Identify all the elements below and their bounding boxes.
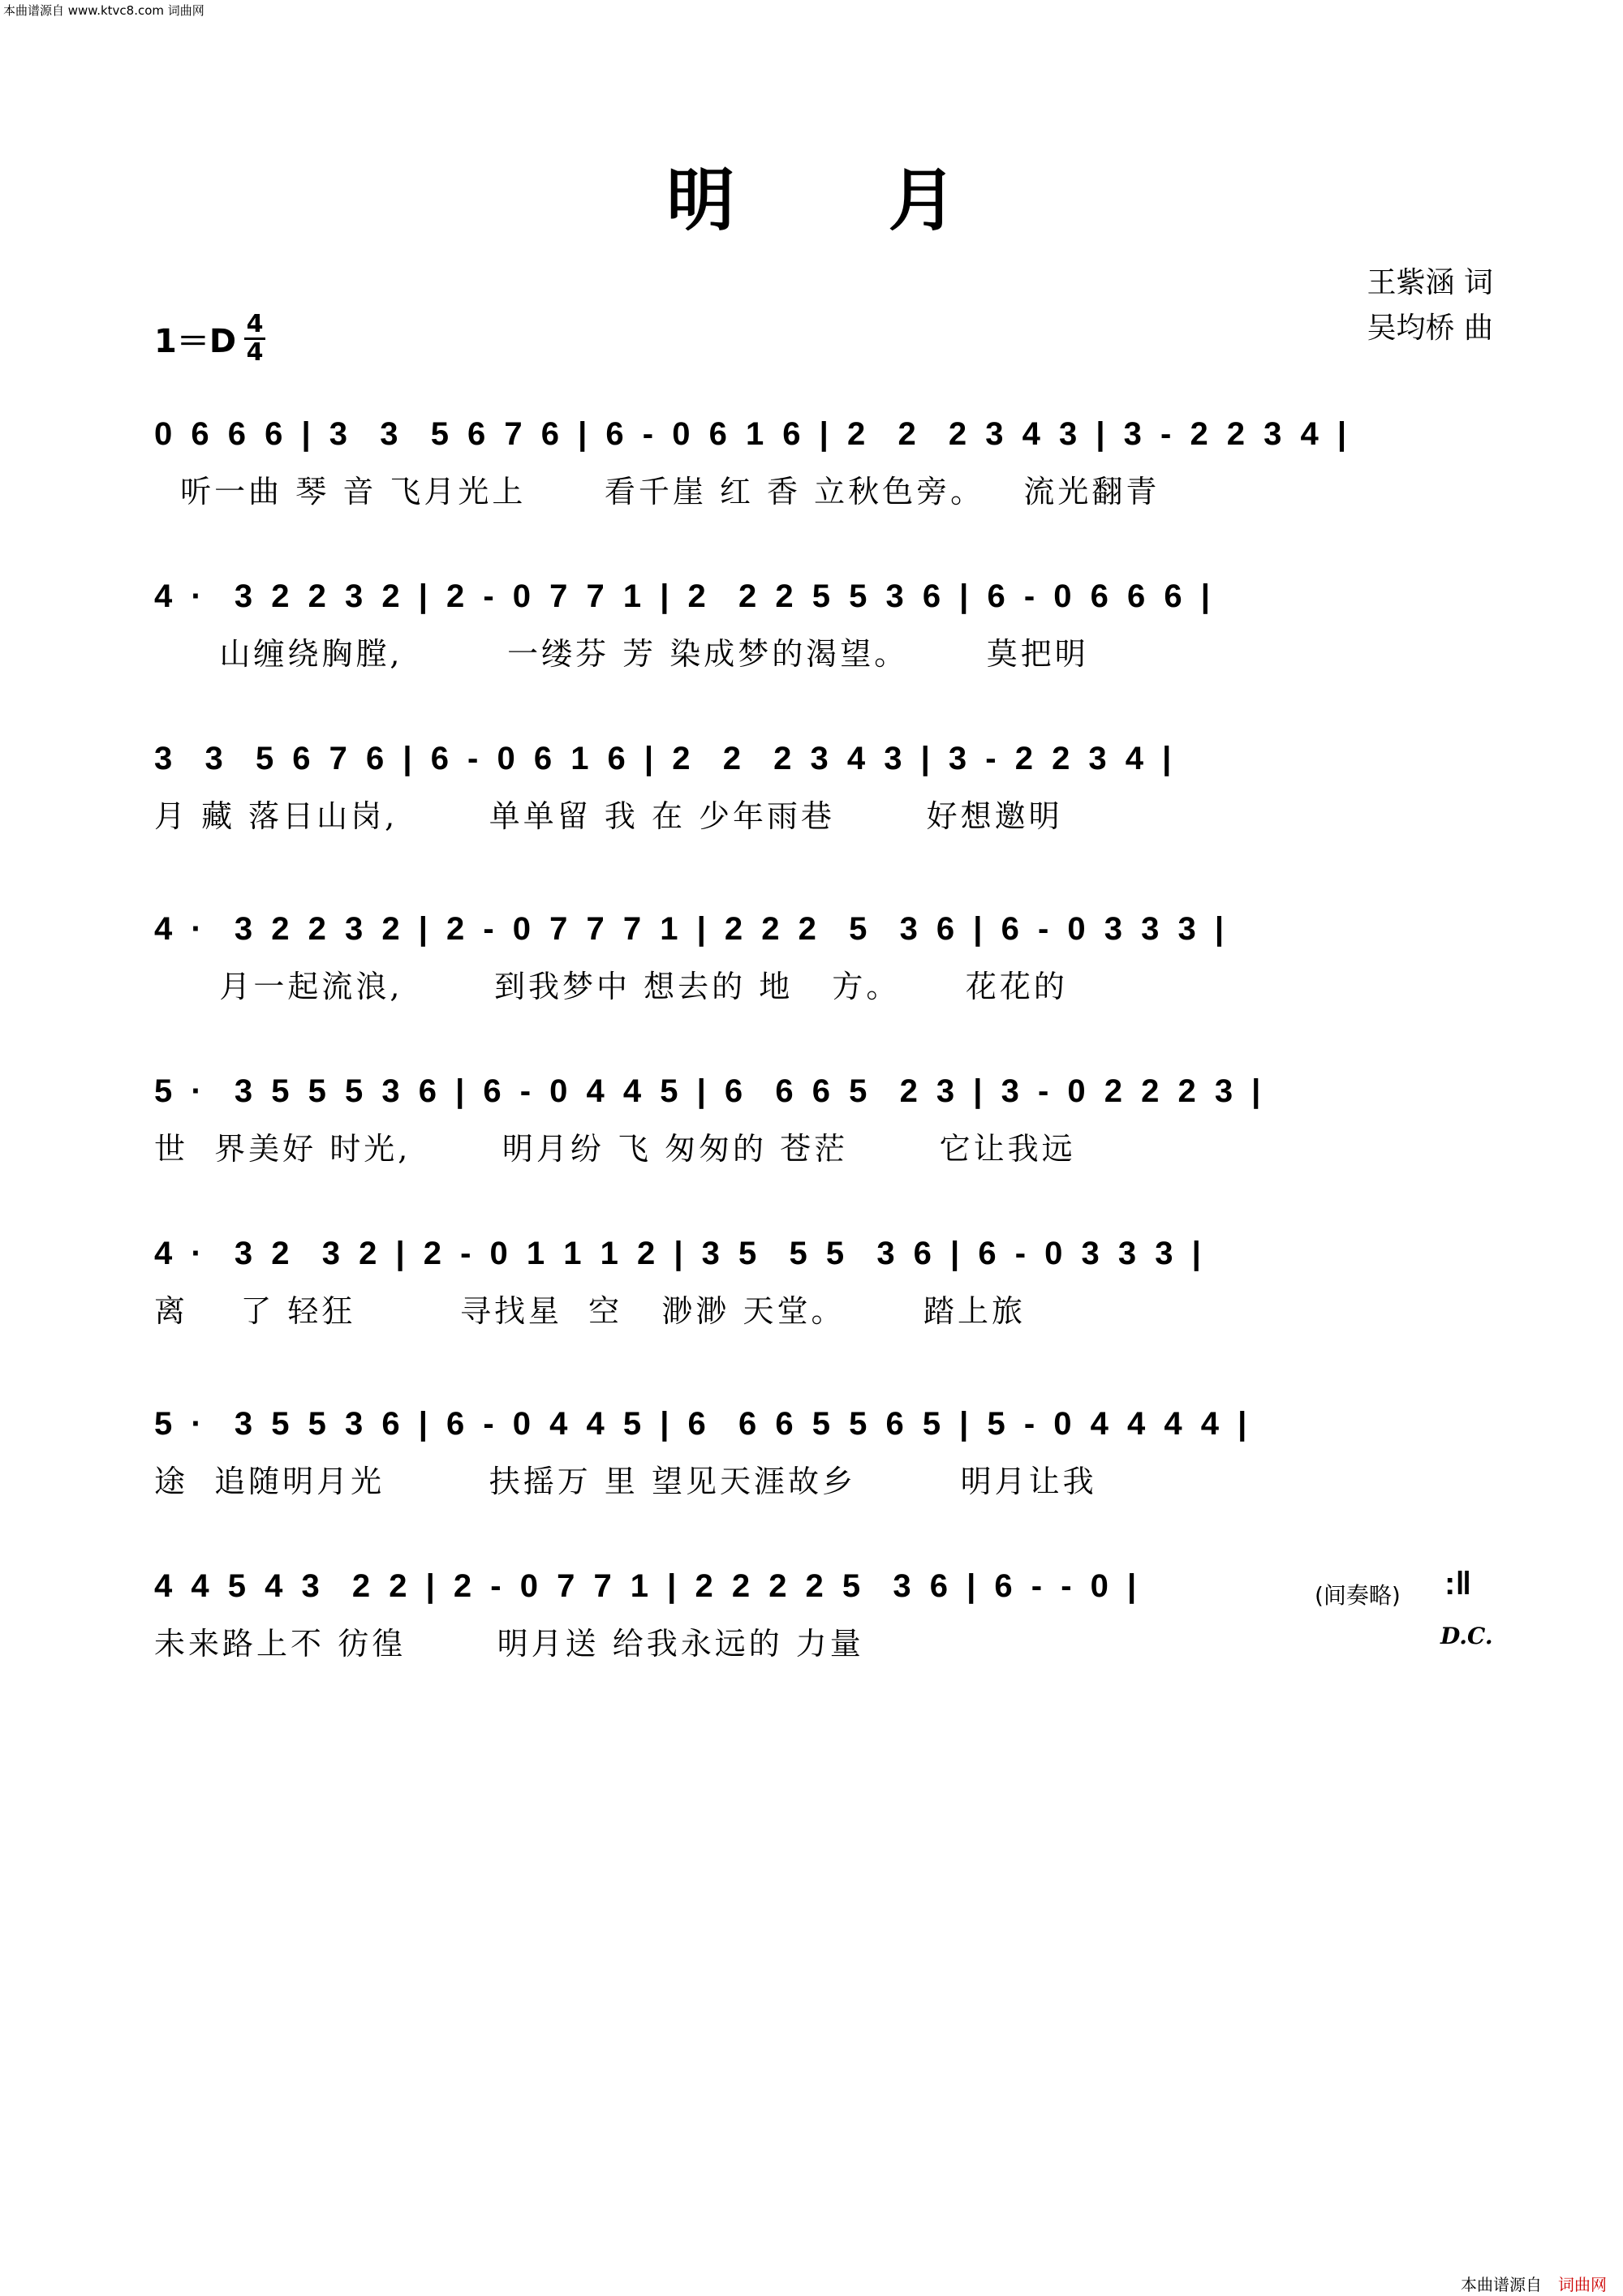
notes-row: 3 3 5 6 7 6 | 6 - 0 6 1 6 | 2 2 2 3 4 3 | 3 - 2 2 3 4 | bbox=[154, 740, 1177, 776]
key-signature bbox=[154, 312, 265, 365]
time-bottom: 4 bbox=[246, 338, 264, 367]
system-2 bbox=[154, 568, 1469, 698]
notes-row: 4 · 3 2 3 2 | 2 - 0 1 1 1 2 | 3 5 5 5 3 6 | 6 - 0 3 3 3 | bbox=[154, 1235, 1206, 1271]
lyrics-row: 听一曲 琴 音 飞月光上 看千崖 红 香 立秋色旁。 流光翻青 bbox=[154, 473, 1160, 510]
repeat-end-mark: :‖ bbox=[1444, 1566, 1472, 1602]
composer: 吴均桥 曲 bbox=[1367, 312, 1493, 345]
lyrics-row: 月一起流浪, 到我梦中 想去的 地 方。 花花的 bbox=[154, 968, 1068, 1004]
system-4 bbox=[154, 901, 1469, 1030]
interlude-note: (间奏略) bbox=[1315, 1582, 1401, 1609]
system-7 bbox=[154, 1395, 1469, 1525]
system-6 bbox=[154, 1225, 1469, 1355]
lyrics-row: 山缠绕胸膛, 一缕芬 芳 染成梦的渴望。 莫把明 bbox=[154, 635, 1089, 672]
lyricist: 王紫涵 词 bbox=[1367, 266, 1493, 299]
source-watermark: 本曲谱源自 www.ktvc8.com 词曲网 bbox=[3, 3, 204, 18]
notes-row: 0 6 6 6 | 3 3 5 6 7 6 | 6 - 0 6 1 6 | 2 2 2 3 4 3 | 3 - 2 2 3 4 | bbox=[154, 415, 1352, 452]
notes-row: 4 · 3 2 2 3 2 | 2 - 0 7 7 7 1 | 2 2 2 5 3 6 | 6 - 0 3 3 3 | bbox=[154, 910, 1229, 947]
notes-row: 4 · 3 2 2 3 2 | 2 - 0 7 7 1 | 2 2 2 5 5 3 6 | 6 - 0 6 6 6 | bbox=[154, 578, 1215, 614]
da-capo: D.C. bbox=[1440, 1623, 1493, 1649]
system-8 bbox=[154, 1558, 1472, 1688]
lyrics-row: 途 追随明月光 扶摇万 里 望见天涯故乡 明月让我 bbox=[154, 1463, 1097, 1499]
source-footer-1: 本曲谱源自 bbox=[1461, 2275, 1542, 2294]
lyrics-row: 世 界美好 时光, 明月纷 飞 匆匆的 苍茫 它让我远 bbox=[154, 1130, 1076, 1167]
notes-row: 4 4 5 4 3 2 2 | 2 - 0 7 7 1 | 2 2 2 2 5 3 6 | 6 - - 0 | bbox=[154, 1567, 1142, 1604]
source-footer-2: 词曲网 bbox=[1558, 2275, 1607, 2294]
notes-row: 5 · 3 5 5 3 6 | 6 - 0 4 4 5 | 6 6 6 5 5 6 5 | 5 - 0 4 4 4 4 | bbox=[154, 1405, 1252, 1442]
system-1 bbox=[154, 406, 1469, 535]
song-title: 明 月 bbox=[666, 160, 1022, 240]
credits bbox=[1298, 260, 1493, 350]
lyrics-row: 月 藏 落日山岗, 单单留 我 在 少年雨巷 好想邀明 bbox=[154, 798, 1063, 834]
system-5 bbox=[154, 1063, 1469, 1193]
notes-row: 5 · 3 5 5 5 3 6 | 6 - 0 4 4 5 | 6 6 6 5 2 3 | 3 - 0 2 2 2 3 | bbox=[154, 1073, 1266, 1109]
system-3 bbox=[154, 730, 1469, 860]
time-top: 4 bbox=[246, 310, 264, 338]
time-signature bbox=[244, 312, 265, 365]
lyrics-row: 离 了 轻狂 寻找星 空 渺渺 天堂。 踏上旅 bbox=[154, 1292, 1026, 1329]
key-label: 1＝D bbox=[154, 323, 237, 360]
lyrics-row: 未来路上不 彷徨 明月送 给我永远的 力量 bbox=[154, 1625, 864, 1662]
